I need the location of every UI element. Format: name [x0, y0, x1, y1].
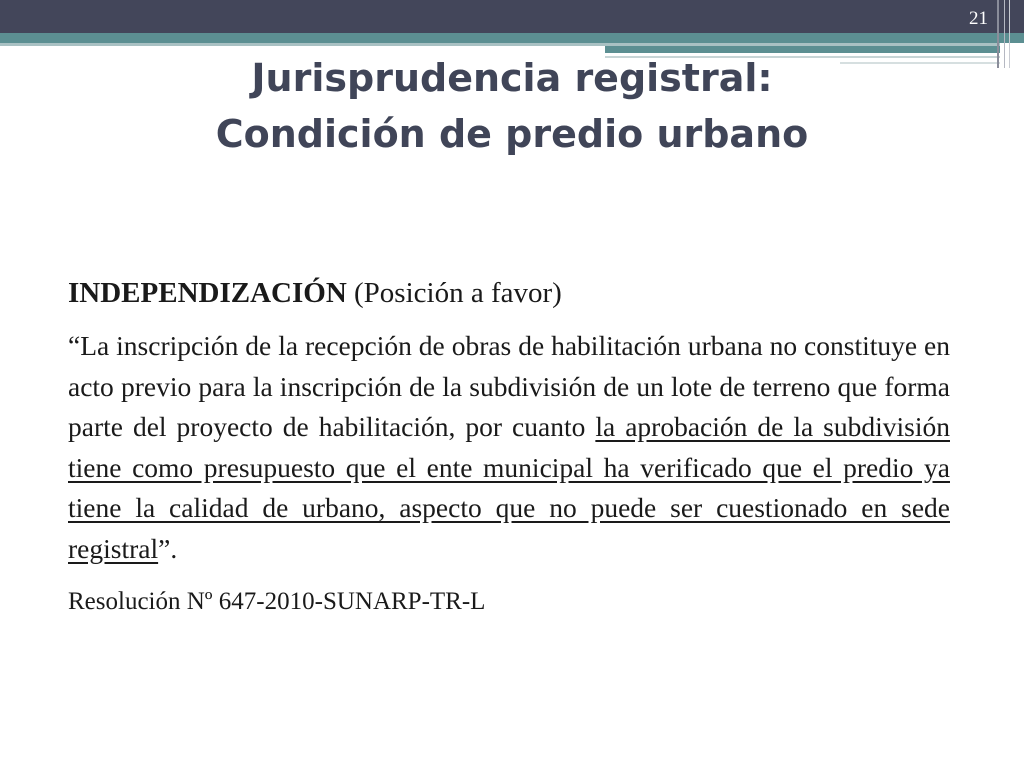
title-line-2: Condición de predio urbano	[215, 112, 809, 156]
quote-underlined-text: la aprobación de la subdivisión tiene como presupuesto que el ente municipal ha verificado que el predio ya tiene la calidad de urbano, aspecto que no puede ser cuestionado en sede registral	[68, 411, 950, 564]
quote-close-mark: ”.	[158, 532, 178, 564]
quote-open-mark: “	[68, 330, 81, 361]
slide-title	[0, 50, 1024, 162]
slide-content	[68, 274, 950, 619]
section-heading	[68, 274, 950, 312]
resolution-reference: Resolución Nº 647-2010-SUNARP-TR-L	[68, 588, 486, 615]
quote-plain-text: La inscripción de la recepción de obras de habilitación urbana no constituye en acto previo para la inscripción de la subdivisión de un lote de terreno que forma parte del proyecto de habilitación, por cuanto	[68, 330, 950, 442]
slide-number: 21	[969, 8, 988, 29]
title-line-1: Jurisprudencia registral:	[251, 56, 773, 100]
heading-normal-text: (Posición a favor)	[354, 277, 562, 309]
quote-paragraph	[68, 326, 950, 569]
header-accent-bar	[0, 33, 1024, 43]
heading-bold-text: INDEPENDIZACIÓN	[68, 277, 347, 309]
header-bar	[0, 0, 1024, 33]
